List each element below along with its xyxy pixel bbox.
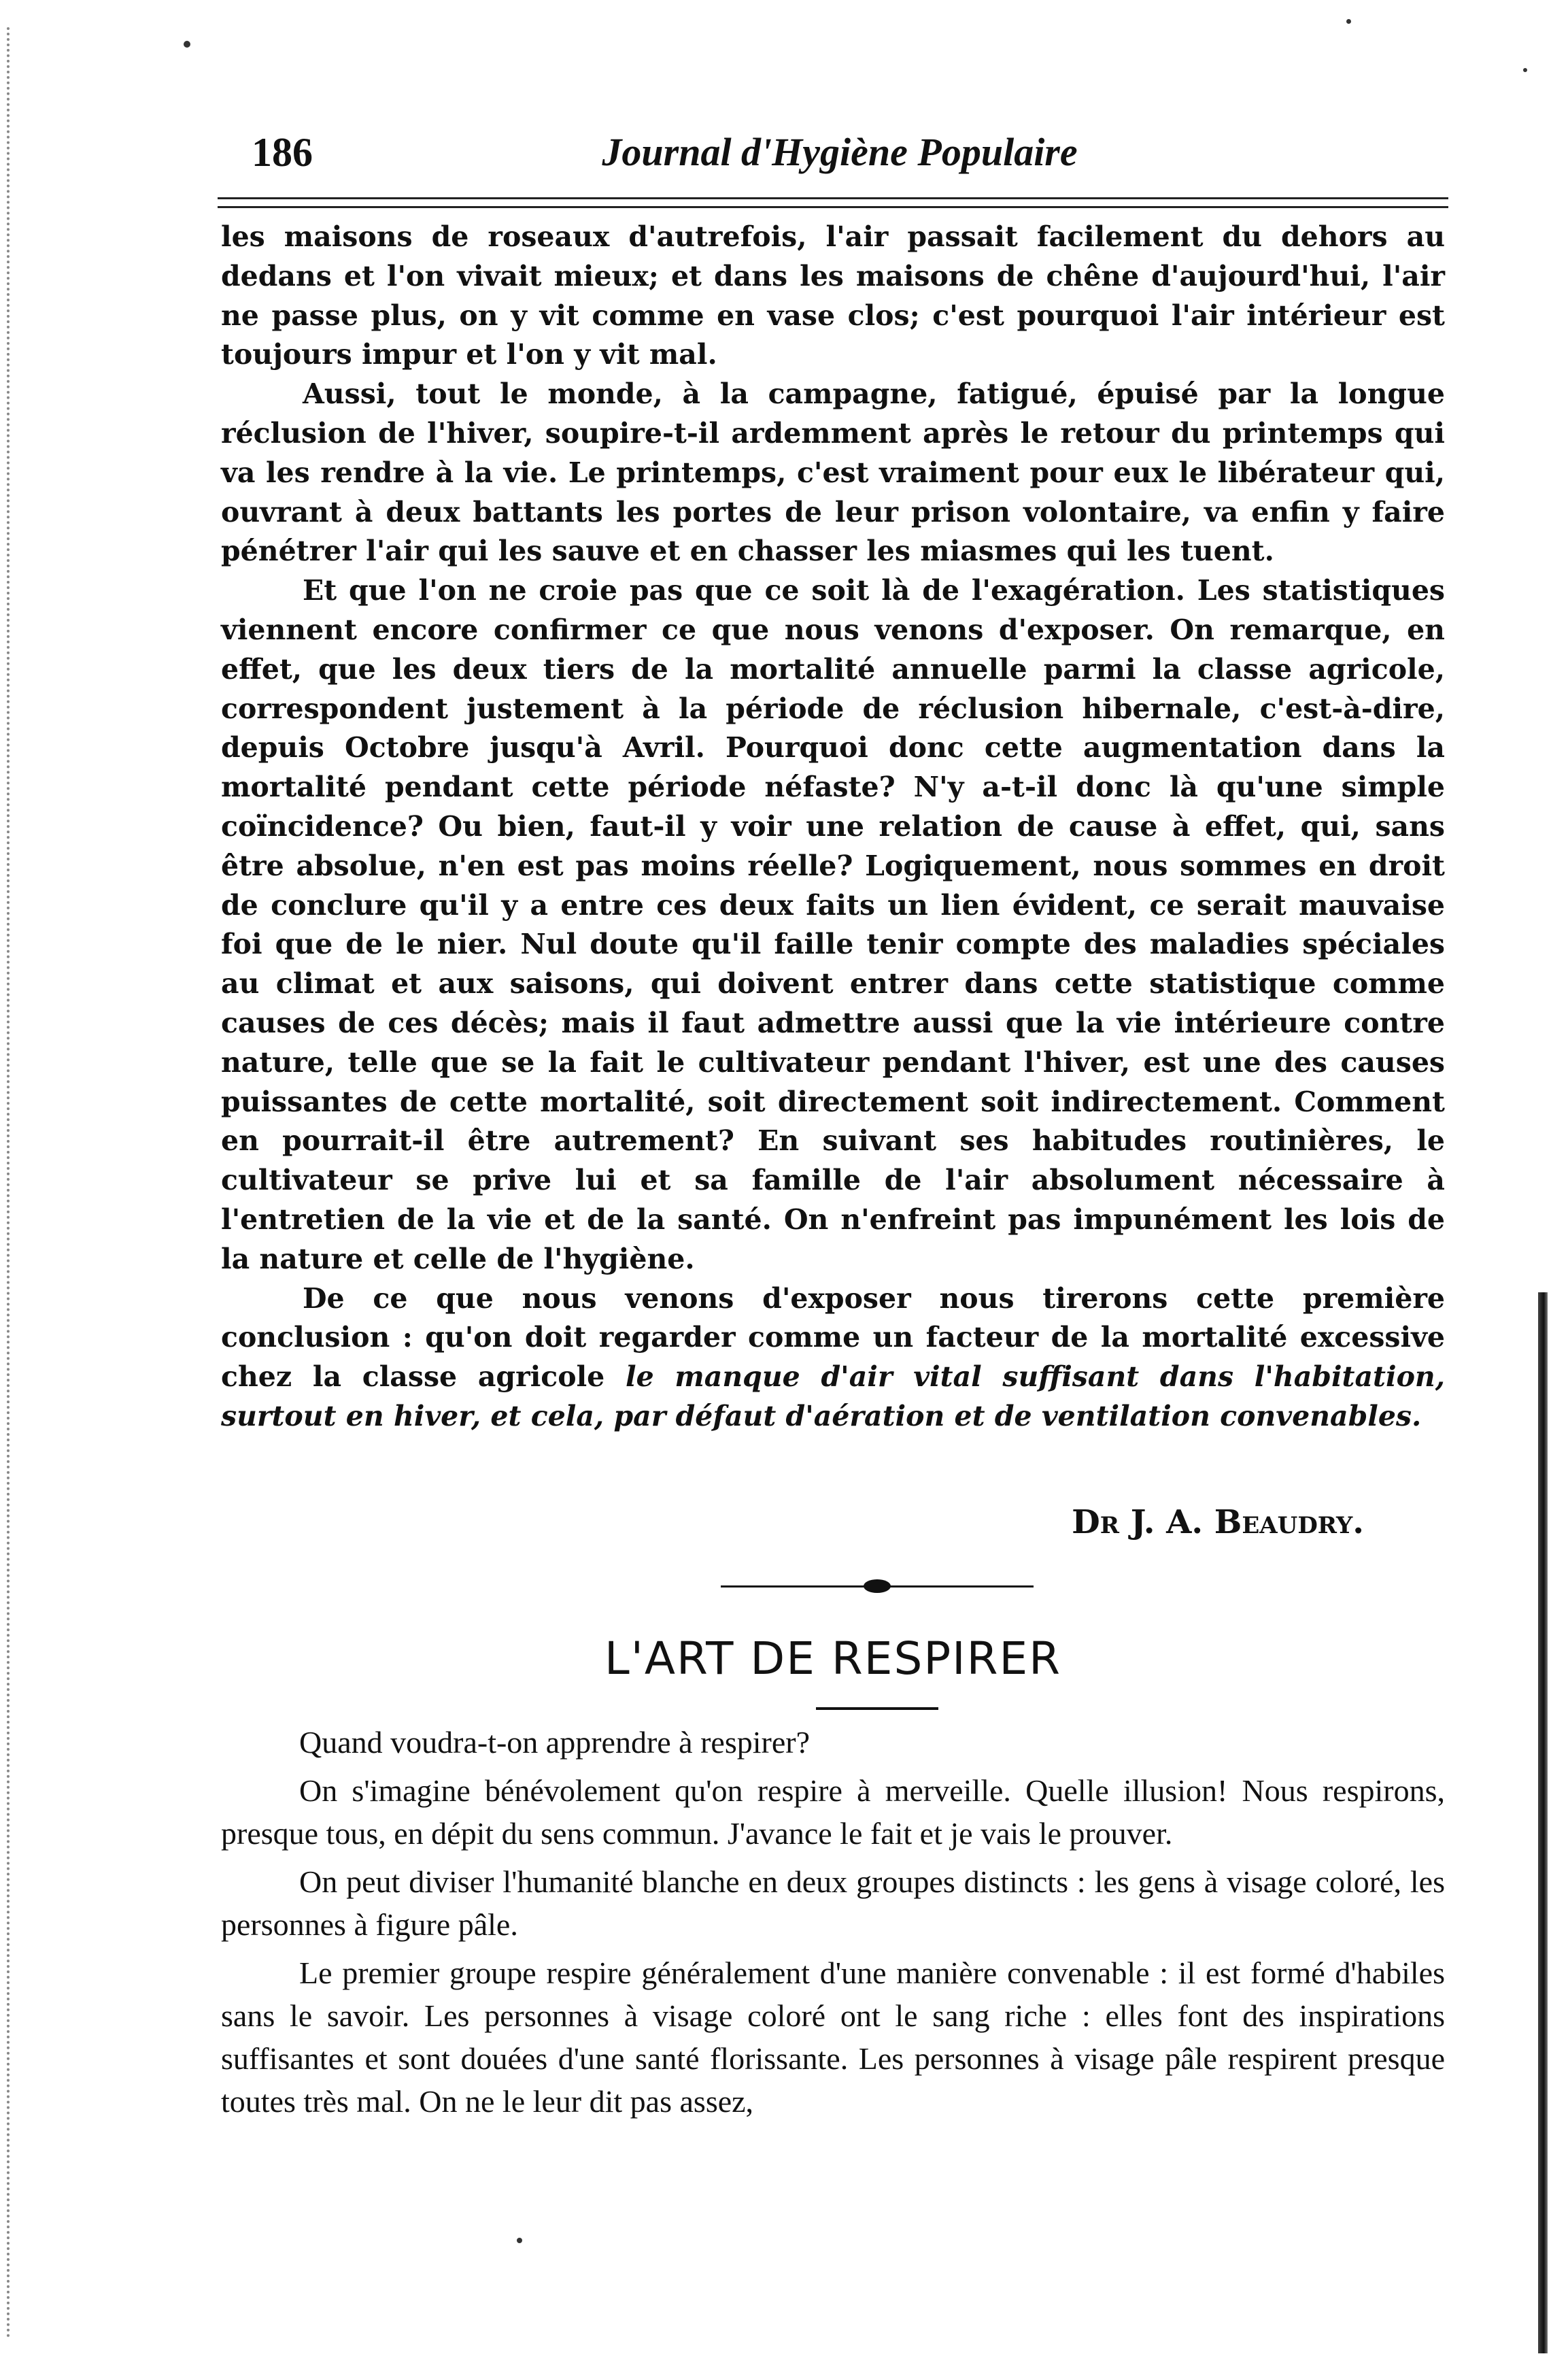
paragraph: les maisons de roseaux d'autrefois, l'air passait facilement du dehors au dedans et l'on vivait mieux; et dans les maisons de chêne d'aujourd'hui, l'air ne passe plus, on y vit comme en vase clos; c'est pourquoi l'air intérieur est toujours impur et l'on y vit mal. xyxy=(221,220,1445,371)
scan-speck xyxy=(517,2238,522,2243)
page-number: 186 xyxy=(252,130,313,175)
scan-speck xyxy=(1346,19,1351,24)
paragraph: Et que l'on ne croie pas que ce soit là de l'exagération. Les statistiques viennent encore confirmer ce que nous venons d'exposer. On remarque, en effet, que les deux tiers de la mortalité annuelle parmi la classe agricole, correspondent justement à la période de réclusion hibernale, c'est-à-dire, depuis Octobre jusqu'à Avril. Pourquoi donc cette augmentation dans la mortalité pendant cette période néfaste? N'y a-t-il donc là qu'une simple coïncidence? Ou bien, faut-il y voir une relation de cause à effet, qui, sans être absolue, n'en est pas moins réelle? Logiquement, nous sommes en droit de conclure qu'il y a entre ces deux faits un lien évident, ce serait mauvaise foi que de le nier. Nul doute qu'il faille tenir compte des maladies spéciales au climat et aux saisons, qui doivent entrer dans cette statistique comme causes de ces décès; mais il faut admettre aussi que la vie intérieure contre nature, telle que se la fait le cultivateur pendant l'hiver, est une des causes puissantes de cette mortalité, soit directement soit indirectement. Comment en pourrait-il être autrement? En suivant ses habitudes routinières, le cultivateur se prive lui et sa famille de l'air absolument nécessaire à l'entretien de la vie et de la santé. On n'enfreint pas impunément les lois de la nature et celle de l'hygiène. xyxy=(221,574,1445,1275)
author-signature: Dr J. A. Beaudry. xyxy=(1072,1503,1364,1541)
conclusion-emphasis: le manque d'air vital suffisant dans l'habitation, surtout en hiver, et cela, par défaut d'aération et de ventilation convenables. xyxy=(221,1360,1445,1432)
paragraph: On peut diviser l'humanité blanche en deux groupes distincts : les gens à visage coloré, les personnes à figure pâle. xyxy=(221,1864,1445,1942)
scan-right-border xyxy=(1538,1292,1548,2353)
scan-speck xyxy=(1523,68,1527,72)
conclusion-lead: De ce que nous venons d'exposer nous tirerons cette première conclusion : qu'on doit regarder comme un facteur de la mortalité excessive chez la classe agricole xyxy=(221,1281,1445,1394)
paragraph: Aussi, tout le monde, à la campagne, fatigué, épuisé par la longue réclusion de l'hiver, soupire-t-il ardemment après le retour du printemps qui va les rendre à la vie. Le printemps, c'est vraiment pour eux le libérateur qui, ouvrant à deux battants les portes de leur prison volontaire, va enfin y faire pénétrer l'air qui les sauve et en chasser les miasmes qui les tuent. xyxy=(221,377,1445,568)
article2-body xyxy=(221,1721,1445,2128)
page-header xyxy=(224,129,1455,190)
paragraph: Le premier groupe respire généralement d'une manière convenable : il est formé d'habiles sans le savoir. Les personnes à visage coloré ont le sang riche : elles font des inspirations suffisantes et sont douées d'une santé florissante. Les personnes à visage pâle respirent presque toutes très mal. On ne le leur dit pas assez, xyxy=(221,1955,1445,2119)
title-rule xyxy=(816,1707,938,1710)
header-rule xyxy=(218,197,1448,208)
ornament-diamond xyxy=(864,1579,891,1593)
section-title: L'ART DE RESPIRER xyxy=(604,1632,1062,1685)
conclusion-paragraph xyxy=(221,1279,1445,1436)
running-title: Journal d'Hygiène Populaire xyxy=(602,130,1078,174)
section-ornament xyxy=(721,1579,1034,1593)
scan-left-border xyxy=(7,27,16,2340)
paragraph: Quand voudra-t-on apprendre à respirer? xyxy=(299,1725,810,1760)
paragraph: On s'imagine bénévolement qu'on respire à merveille. Quelle illusion! Nous respirons, presque tous, en dépit du sens commun. J'avance le fait et je vais le prouver. xyxy=(221,1773,1445,1851)
scan-speck xyxy=(184,41,190,48)
article-body xyxy=(221,218,1445,1436)
